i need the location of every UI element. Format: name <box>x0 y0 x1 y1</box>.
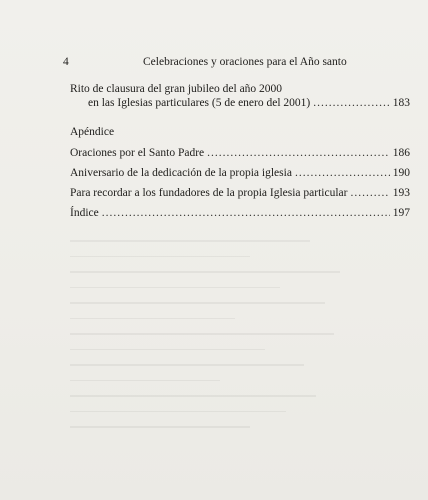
show-through-from-reverse-page <box>70 240 370 470</box>
toc-page-number: 190 <box>392 167 410 179</box>
toc-page-number: 193 <box>392 187 410 199</box>
dot-leader <box>102 206 390 220</box>
toc-entry-text: Para recordar a los fundadores de la propia Iglesia particular <box>70 187 348 199</box>
toc-entry-text: Aniversario de la dedicación de la propia iglesia <box>70 167 292 179</box>
toc-page-number: 183 <box>392 97 410 109</box>
page-header <box>63 56 363 72</box>
toc-entry-text-continued: en las Iglesias particulares (5 de enero del 2001) <box>88 97 311 109</box>
dot-leader <box>350 186 389 200</box>
toc-entry-text: Índice <box>70 207 99 219</box>
running-title: Celebraciones y oraciones para el Año santo <box>143 56 347 68</box>
dot-leader <box>207 146 390 160</box>
toc-page-number: 197 <box>392 207 410 219</box>
page-number: 4 <box>63 56 69 68</box>
toc-entry <box>70 186 410 200</box>
dot-leader <box>313 96 390 110</box>
toc-entry <box>70 206 410 220</box>
section-heading-apendice: Apéndice <box>70 126 115 138</box>
toc-page-number: 186 <box>392 147 410 159</box>
toc-entry-text: Rito de clausura del gran jubileo del año 2000 <box>70 83 283 95</box>
toc-entry-rito-clausura <box>70 82 410 110</box>
toc-entry <box>70 146 410 160</box>
toc-entry <box>70 166 410 180</box>
toc-entry-text: Oraciones por el Santo Padre <box>70 147 205 159</box>
dot-leader <box>295 166 390 180</box>
